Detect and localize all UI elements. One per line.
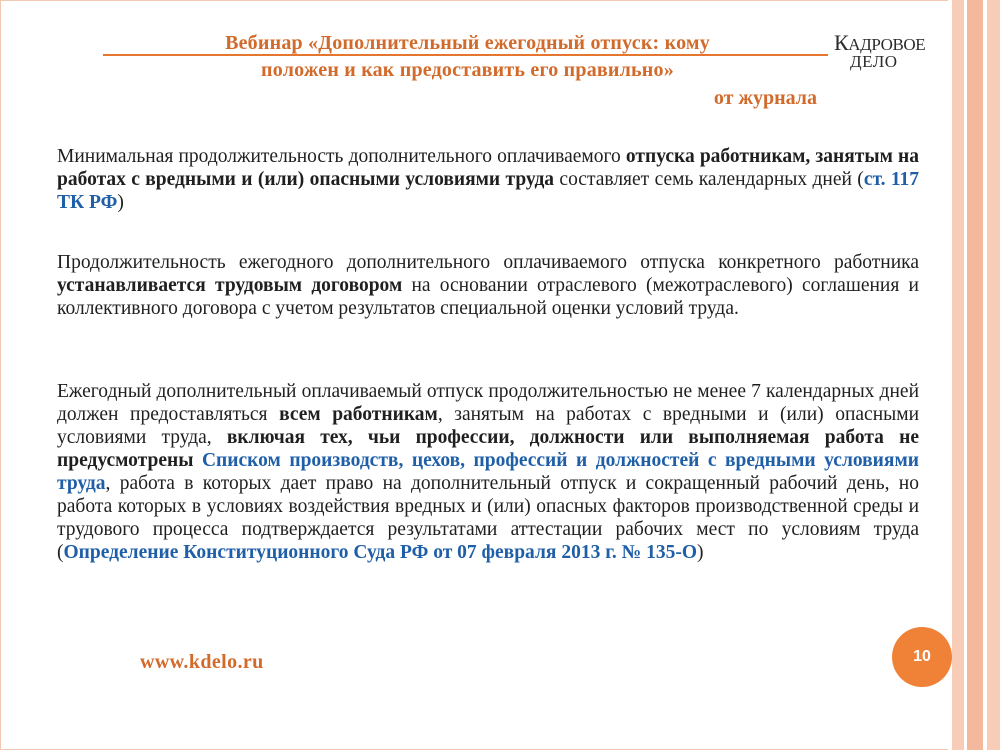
slide-title [100, 30, 835, 84]
title-line-1: Вебинар «Дополнительный ежегодный отпуск: кому [225, 32, 710, 54]
title-from-journal: от журнала [713, 87, 817, 109]
link-constitutional-court-ruling[interactable]: Определение Конституционного Суда РФ от 07 февраля 2013 г. № 135-О [63, 542, 697, 563]
paragraph-1: Минимальная продолжительность дополнительного оплачиваемого отпуска работникам, занятым на работах с вредными и (или) опасными условиями труда составляет семь календарных дней (ст. 117 ТК РФ) [57, 146, 919, 213]
title-line-2: положен и как предоставить его правильно» [261, 59, 674, 81]
decorative-stripes [948, 0, 1000, 750]
paragraph-2: Продолжительность ежегодного дополнительного оплачиваемого отпуска конкретного работника устанавливается трудовым договором на основании отраслевого (межотраслевого) соглашения и коллективного договора с учетом результатов специальной оценки условий труда. [57, 252, 919, 319]
logo-line-2: ДЕЛО [850, 52, 898, 71]
link-list-of-productions[interactable]: Списком производств, цехов, профессий и должностей с вредными условиями труда [57, 450, 919, 494]
link-art-117[interactable]: ст. 117 ТК РФ [57, 169, 919, 213]
slide-body [57, 145, 919, 564]
logo-line-1: КАДРОВОЕ [834, 30, 926, 55]
kadrovoe-delo-logo [834, 30, 938, 72]
website-url[interactable]: www.kdelo.ru [140, 651, 264, 673]
page-number-badge: 10 [892, 627, 952, 687]
paragraph-3: Ежегодный дополнительный оплачиваемый отпуск продолжительностью не менее 7 календарных дней должен предоставляться всем работникам, занятым на работах с вредными и (или) опасными условиями труда, включая тех, чьи профессии, должности или выполняемая работа не предусмотрены Списком производств, цехов, профессий и должностей с вредными условиями труда, работа в которых дает право на дополнительный отпуск и сокращенный рабочий день, но работа которых в условиях воздействия вредных и (или) опасных факторов производственной среды и трудового процесса подтверждается результатами аттестации рабочих мест по условиям труда (Определение Конституционного Суда РФ от 07 февраля 2013 г. № 135-О) [57, 381, 920, 563]
